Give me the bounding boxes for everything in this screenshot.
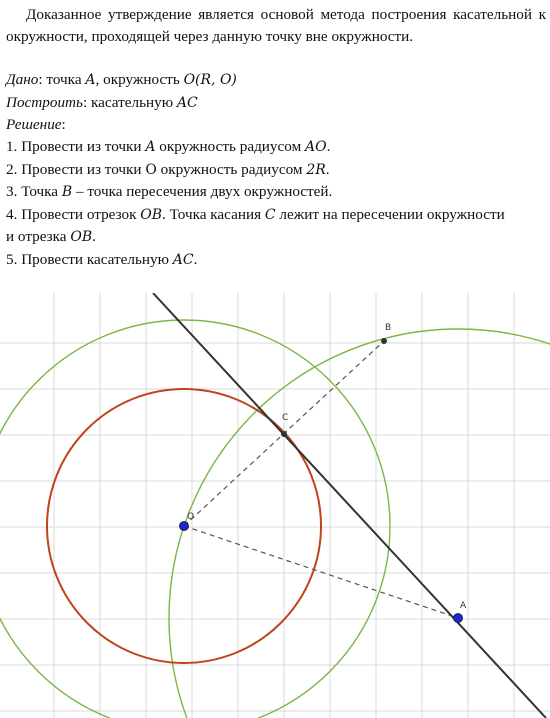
step-text: . [193, 250, 198, 268]
step-1 [6, 136, 546, 159]
construct-line [6, 92, 546, 115]
spacer [6, 47, 546, 69]
step-3 [6, 181, 546, 204]
construct-text: : касательную [82, 93, 177, 111]
text-block [6, 0, 546, 272]
grid [0, 293, 550, 718]
steps-list [6, 136, 546, 272]
step-2 [6, 159, 546, 182]
point-O [180, 522, 189, 531]
point-C [281, 431, 287, 437]
step-text: 4. Провести отрезок [6, 205, 141, 223]
step-text: и отрезка [6, 228, 71, 246]
construction-figure [0, 293, 550, 718]
point-B [381, 338, 387, 344]
step-math: O [145, 161, 157, 178]
step-4-continued [6, 226, 546, 249]
given-line [6, 69, 546, 92]
step-math: AO [304, 138, 327, 155]
step-text: . Точка касания [162, 205, 265, 223]
circle-radius-2R [0, 320, 390, 718]
point-A [454, 614, 463, 623]
step-text: 1. Провести из точки [6, 137, 146, 155]
step-text: 2. Провести из точки [6, 160, 146, 178]
step-math: A [145, 138, 156, 155]
step-math: OB [70, 229, 93, 246]
construct-label: Построить [6, 93, 83, 111]
step-text: окружность радиусом [155, 137, 305, 155]
intro-paragraph: Доказанное утверждение является основой метода построения касательной к окружности, проходящей через данную точку вне окружности. [6, 6, 546, 45]
label-A: A [460, 601, 467, 611]
solution-colon: : [61, 116, 66, 134]
step-5 [6, 249, 546, 272]
given-point: A [85, 72, 96, 89]
label-O: O [187, 512, 195, 522]
step-math: B [61, 184, 73, 201]
label-B: B [385, 323, 392, 333]
label-C: C [282, 413, 289, 423]
given-label: Дано [6, 71, 39, 89]
solution-line [6, 114, 546, 136]
step-text: . [326, 137, 331, 155]
solution-label: Решение [6, 116, 62, 134]
step-text: – точка пересечения двух окружностей. [72, 183, 333, 201]
step-math: C [264, 206, 276, 223]
tangent-line-AC [153, 293, 546, 718]
given-circle: O(R, O) [183, 72, 237, 89]
step-text: 5. Провести касательную [6, 250, 173, 268]
step-text: . [92, 228, 96, 246]
step-text: лежит на пересечении окружности [275, 205, 505, 223]
given-text-a: : точка [38, 71, 86, 89]
step-math: OB [140, 206, 163, 223]
step-text: 3. Точка [6, 183, 62, 201]
step-math: 2R [306, 161, 326, 178]
step-text: окружность радиусом [156, 160, 307, 178]
construct-target: AC [176, 94, 198, 111]
given-text-b: , окружность [95, 71, 184, 89]
step-math: AC [172, 251, 194, 268]
step-4 [6, 204, 546, 227]
step-text: . [325, 160, 330, 178]
